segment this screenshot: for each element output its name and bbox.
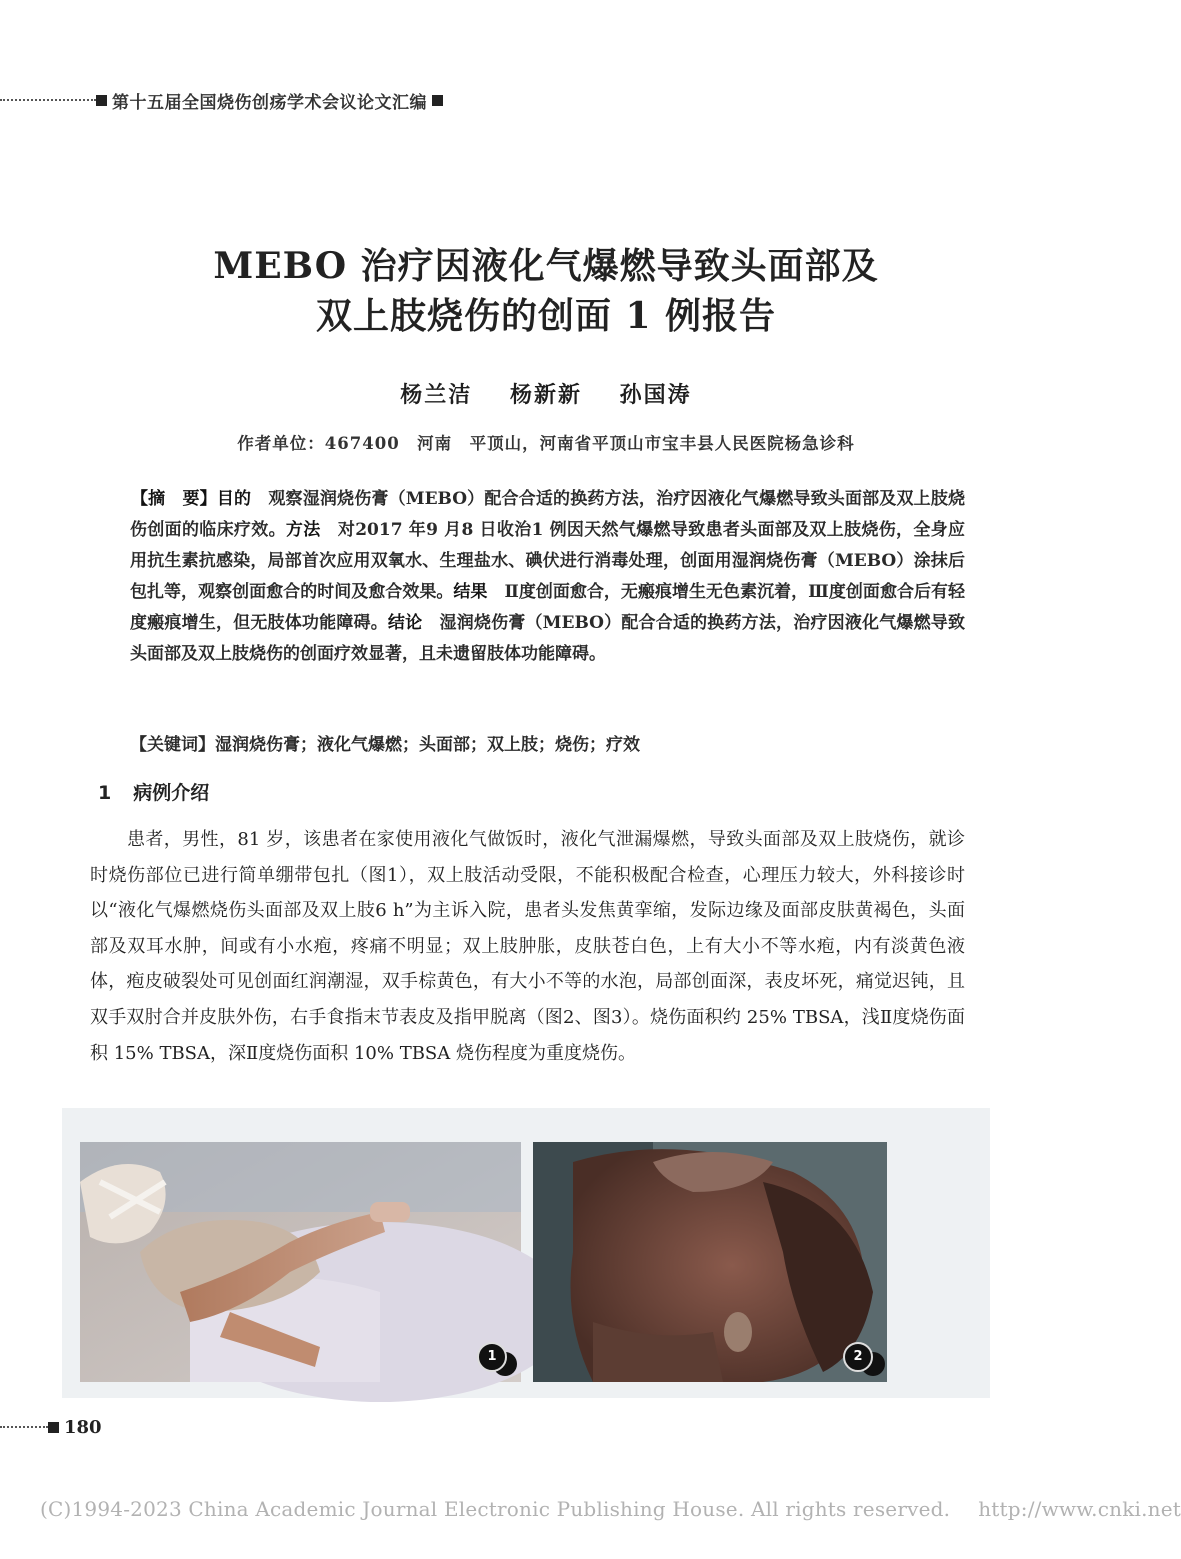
clinical-photo-1	[80, 1142, 521, 1382]
header-square-marker	[432, 95, 443, 106]
author-name: 杨新新	[509, 382, 582, 408]
keywords	[130, 730, 965, 760]
keywords-label: 【关键词】	[130, 735, 215, 755]
page-number: 180	[64, 1416, 102, 1438]
clinical-photo-2	[533, 1142, 887, 1382]
article-title-line-1: MEBO 治疗因液化气爆燃导致头面部及	[213, 245, 879, 287]
conclusion-text: 湿润烧伤膏（MEBO）配合合适的换药方法，治疗因液化气爆燃导致头面部及双上肢烧伤的创面疗效显著，且未遗留肢体功能障碍。	[130, 613, 965, 664]
running-header	[0, 88, 480, 112]
figure-number-badge: 1	[477, 1342, 507, 1372]
footer-dotted-rule	[0, 1426, 48, 1428]
section-title: 病例介绍	[133, 782, 210, 804]
clinical-photo-2-image	[533, 1142, 887, 1382]
figure-number-badge: 2	[843, 1342, 873, 1372]
author-affiliation: 作者单位：467400 河南 平顶山，河南省平顶山市宝丰县人民医院杨急诊科	[237, 434, 855, 453]
article-title-line-2: 双上肢烧伤的创面 1 例报告	[315, 295, 777, 337]
page-folio	[0, 1415, 102, 1439]
author-list	[0, 378, 1092, 409]
author-name: 杨兰洁	[400, 382, 473, 408]
abstract-label: 【摘 要】	[131, 489, 217, 509]
methods-text: 对2017 年9 月8 日收治1 例因天然气爆燃导致患者头面部及双上肢烧伤，全身应用抗生素抗感染，局部首次应用双氧水、生理盐水、碘伏进行消毒处理，创面用湿润烧伤膏（MEBO）涂抹后包扎等，观察创面愈合的时间及愈合效果。	[130, 520, 966, 602]
clinical-photo-1-image	[80, 1142, 521, 1382]
running-header-title: 第十五届全国烧伤创疡学术会议论文汇编	[112, 92, 427, 113]
keywords-text: 湿润烧伤膏；液化气爆燃；头面部；双上肢；烧伤；疗效	[215, 735, 640, 755]
results-text: Ⅱ度创面愈合，无瘢痕增生无色素沉着，Ⅲ度创面愈合后有轻度瘢痕增生，但无肢体功能障碍。	[130, 582, 966, 633]
conclusion-label: 结论	[387, 613, 423, 633]
abstract	[130, 484, 965, 670]
body-paragraph: 患者，男性，81 岁，该患者在家使用液化气做饭时，液化气泄漏爆燃，导致头面部及双上肢烧伤，就诊时烧伤部位已进行简单绷带包扎（图1），双上肢活动受限，不能积极配合检查，心理压力较大，外科接诊时以“液化气爆燃烧伤头面部及双上肢6 h”为主诉入院，患者头发焦黄挛缩，发际边缘及面部皮肤黄褐色，头面部及双耳水肿，间或有小水疱，疼痛不明显；双上肢肿胀，皮肤苍白色，上有大小不等水疱，内有淡黄色液体，疱皮破裂处可见创面红润潮湿，双手棕黄色，有大小不等的水泡，局部创面深，表皮坏死，痛觉迟钝，且双手双肘合并皮肤外伤，右手食指末节表皮及指甲脱离（图2、图3）。烧伤面积约 25% TBSA，浅Ⅱ度烧伤面积 15% TBSA，深Ⅱ度烧伤面积 10% TBSA 烧伤程度为重度烧伤。	[90, 829, 965, 1064]
objective-label: 目的	[216, 489, 252, 509]
objective-text: 观察湿润烧伤膏（MEBO）配合合适的换药方法，治疗因液化气爆燃导致头面部及双上肢烧伤创面的临床疗效。	[130, 489, 965, 540]
copyright-line	[40, 1497, 1181, 1521]
cnki-url: http://www.cnki.net	[978, 1497, 1181, 1521]
section-number: 1	[98, 782, 112, 804]
figure-panel	[62, 1108, 990, 1398]
author-name: 孙国涛	[619, 382, 692, 408]
copyright-text: (C)1994-2023 China Academic Journal Electronic Publishing House. All rights reserved.	[40, 1497, 951, 1521]
methods-label: 方法	[285, 520, 321, 540]
section-heading	[98, 778, 209, 805]
footer-square-marker	[48, 1422, 59, 1433]
header-dotted-rule	[0, 99, 96, 101]
results-label: 结果	[453, 582, 488, 602]
header-square-marker	[96, 95, 107, 106]
